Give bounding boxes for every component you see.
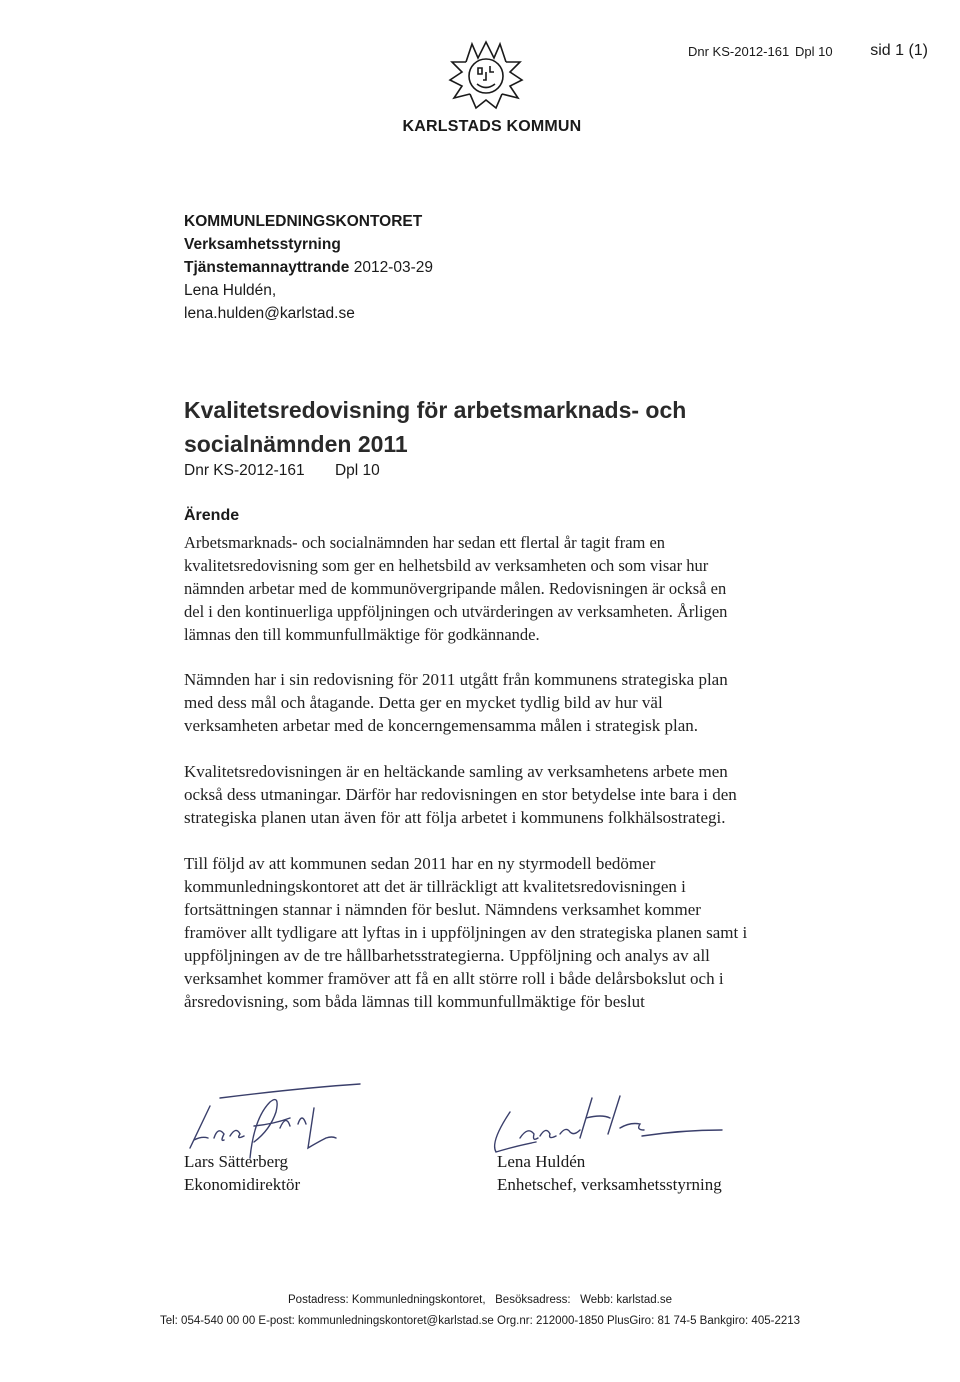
paragraph-1 <box>184 531 788 646</box>
office-name: KOMMUNLEDNINGSKONTORET <box>184 213 423 230</box>
signatory-right-name: Lena Huldén <box>497 1152 586 1171</box>
title-reference <box>184 462 406 480</box>
section-heading: Ärende <box>184 507 240 524</box>
paragraph-line: Arbetsmarknads- och socialnämnden har sedan ett flertal år tagit fram en <box>184 533 666 552</box>
paragraph-line: kvalitetsredovisning som ger en helhetsbild av verksamheten och som visar hur <box>184 556 709 575</box>
signatory-left-title: Ekonomidirektör <box>184 1175 301 1194</box>
paragraph-line: kommunledningskontoret att det är tillräckligt att kvalitetsredovisningen i <box>184 877 686 896</box>
paragraph-line: verksamheten arbetar med de koncerngemensamma målen i strategisk plan. <box>184 716 699 735</box>
role-and-date <box>184 256 433 279</box>
paragraph-line: fortsättningen stannar i nämnden för beslut. Nämndens verksamhet kommer <box>184 900 701 919</box>
header-dpl: Dpl 10 <box>795 44 833 59</box>
title-ref-dpl: Dpl 10 <box>334 462 380 479</box>
paragraph-line: uppföljningen av de tre hållbarhetsstrategierna. Uppföljning och analys av all <box>184 946 710 965</box>
document-date: 2012-03-29 <box>353 259 433 276</box>
role-label: Tjänstemannayttrande <box>184 259 350 276</box>
page-footer <box>0 1290 960 1332</box>
paragraph-line: också dess utmaningar. Därför har redovisningen en stor betydelse inte bara i den <box>184 785 737 804</box>
footer-line-2: Tel: 054-540 00 00 E-post: kommunledningskontoret@karlstad.se Org.nr: 212000-1850 PlusGiro: 81 74-5 Bankgiro: 405-2213 <box>159 1315 801 1327</box>
municipality-name: KARLSTADS KOMMUN <box>402 118 582 135</box>
signature-lars <box>190 1084 360 1158</box>
paragraph-3 <box>184 760 788 829</box>
paragraph-line: med dess mål och åtagande. Detta ger en mycket tydlig bild av hur väl <box>184 693 663 712</box>
paragraph-4 <box>184 852 788 1013</box>
signatory-left-name: Lars Sätterberg <box>184 1152 289 1171</box>
municipality-logo <box>446 40 526 110</box>
paragraph-line: del i den kontinuerliga uppföljningen och utvärderingen av verksamheten. Årligen <box>184 602 728 621</box>
paragraph-line: lämnas den till kommunfullmäktige för godkännande. <box>184 625 540 644</box>
paragraph-line: Till följd av att kommunen sedan 2011 har en ny styrmodell bedömer <box>184 854 656 873</box>
signatory-right <box>497 1150 722 1196</box>
unit-name: Verksamhetsstyrning <box>184 236 341 253</box>
paragraph-line: framöver allt tydligare att lyftas in i uppföljningen av den strategiska planen samt i <box>184 923 748 942</box>
title-line-2: socialnämnden 2011 <box>184 431 408 457</box>
sun-logo-icon <box>446 40 526 110</box>
signatory-right-title: Enhetschef, verksamhetsstyrning <box>497 1175 722 1194</box>
paragraph-line: Kvalitetsredovisningen är en heltäckande samling av verksamhetens arbete men <box>184 762 728 781</box>
title-line-1: Kvalitetsredovisning för arbetsmarknads- och <box>184 397 687 423</box>
paragraph-line: årsredovisning, som båda lämnas till kommunfullmäktige för beslut <box>184 992 645 1011</box>
paragraph-line: Nämnden har i sin redovisning för 2011 utgått från kommunens strategiska plan <box>184 670 728 689</box>
signature-lena <box>495 1096 722 1152</box>
document-title <box>184 393 824 461</box>
author-email[interactable]: lena.hulden@karlstad.se <box>184 305 355 322</box>
paragraph-line: nämnden arbetar med de kommunövergripande målen. Redovisningen är också en <box>184 579 727 598</box>
author-name: Lena Huldén, <box>184 282 277 299</box>
paragraph-line: strategiska planen utan även för att följa arbetet i kommunens folkhälsostrategi. <box>184 808 726 827</box>
header-dnr: Dnr KS-2012-161 <box>688 44 790 59</box>
page-number: sid 1 (1) <box>870 42 928 59</box>
sender-block <box>184 210 433 325</box>
signatory-left <box>184 1150 300 1196</box>
paragraph-line: verksamhet kommer framöver att få en allt större roll i både delårsbokslut och i <box>184 969 724 988</box>
title-ref-dnr: Dnr KS-2012-161 <box>184 462 305 479</box>
paragraph-2 <box>184 668 788 737</box>
footer-line-1: Postadress: Kommunledningskontoret, Besöksadress: Webb: karlstad.se <box>288 1294 672 1306</box>
